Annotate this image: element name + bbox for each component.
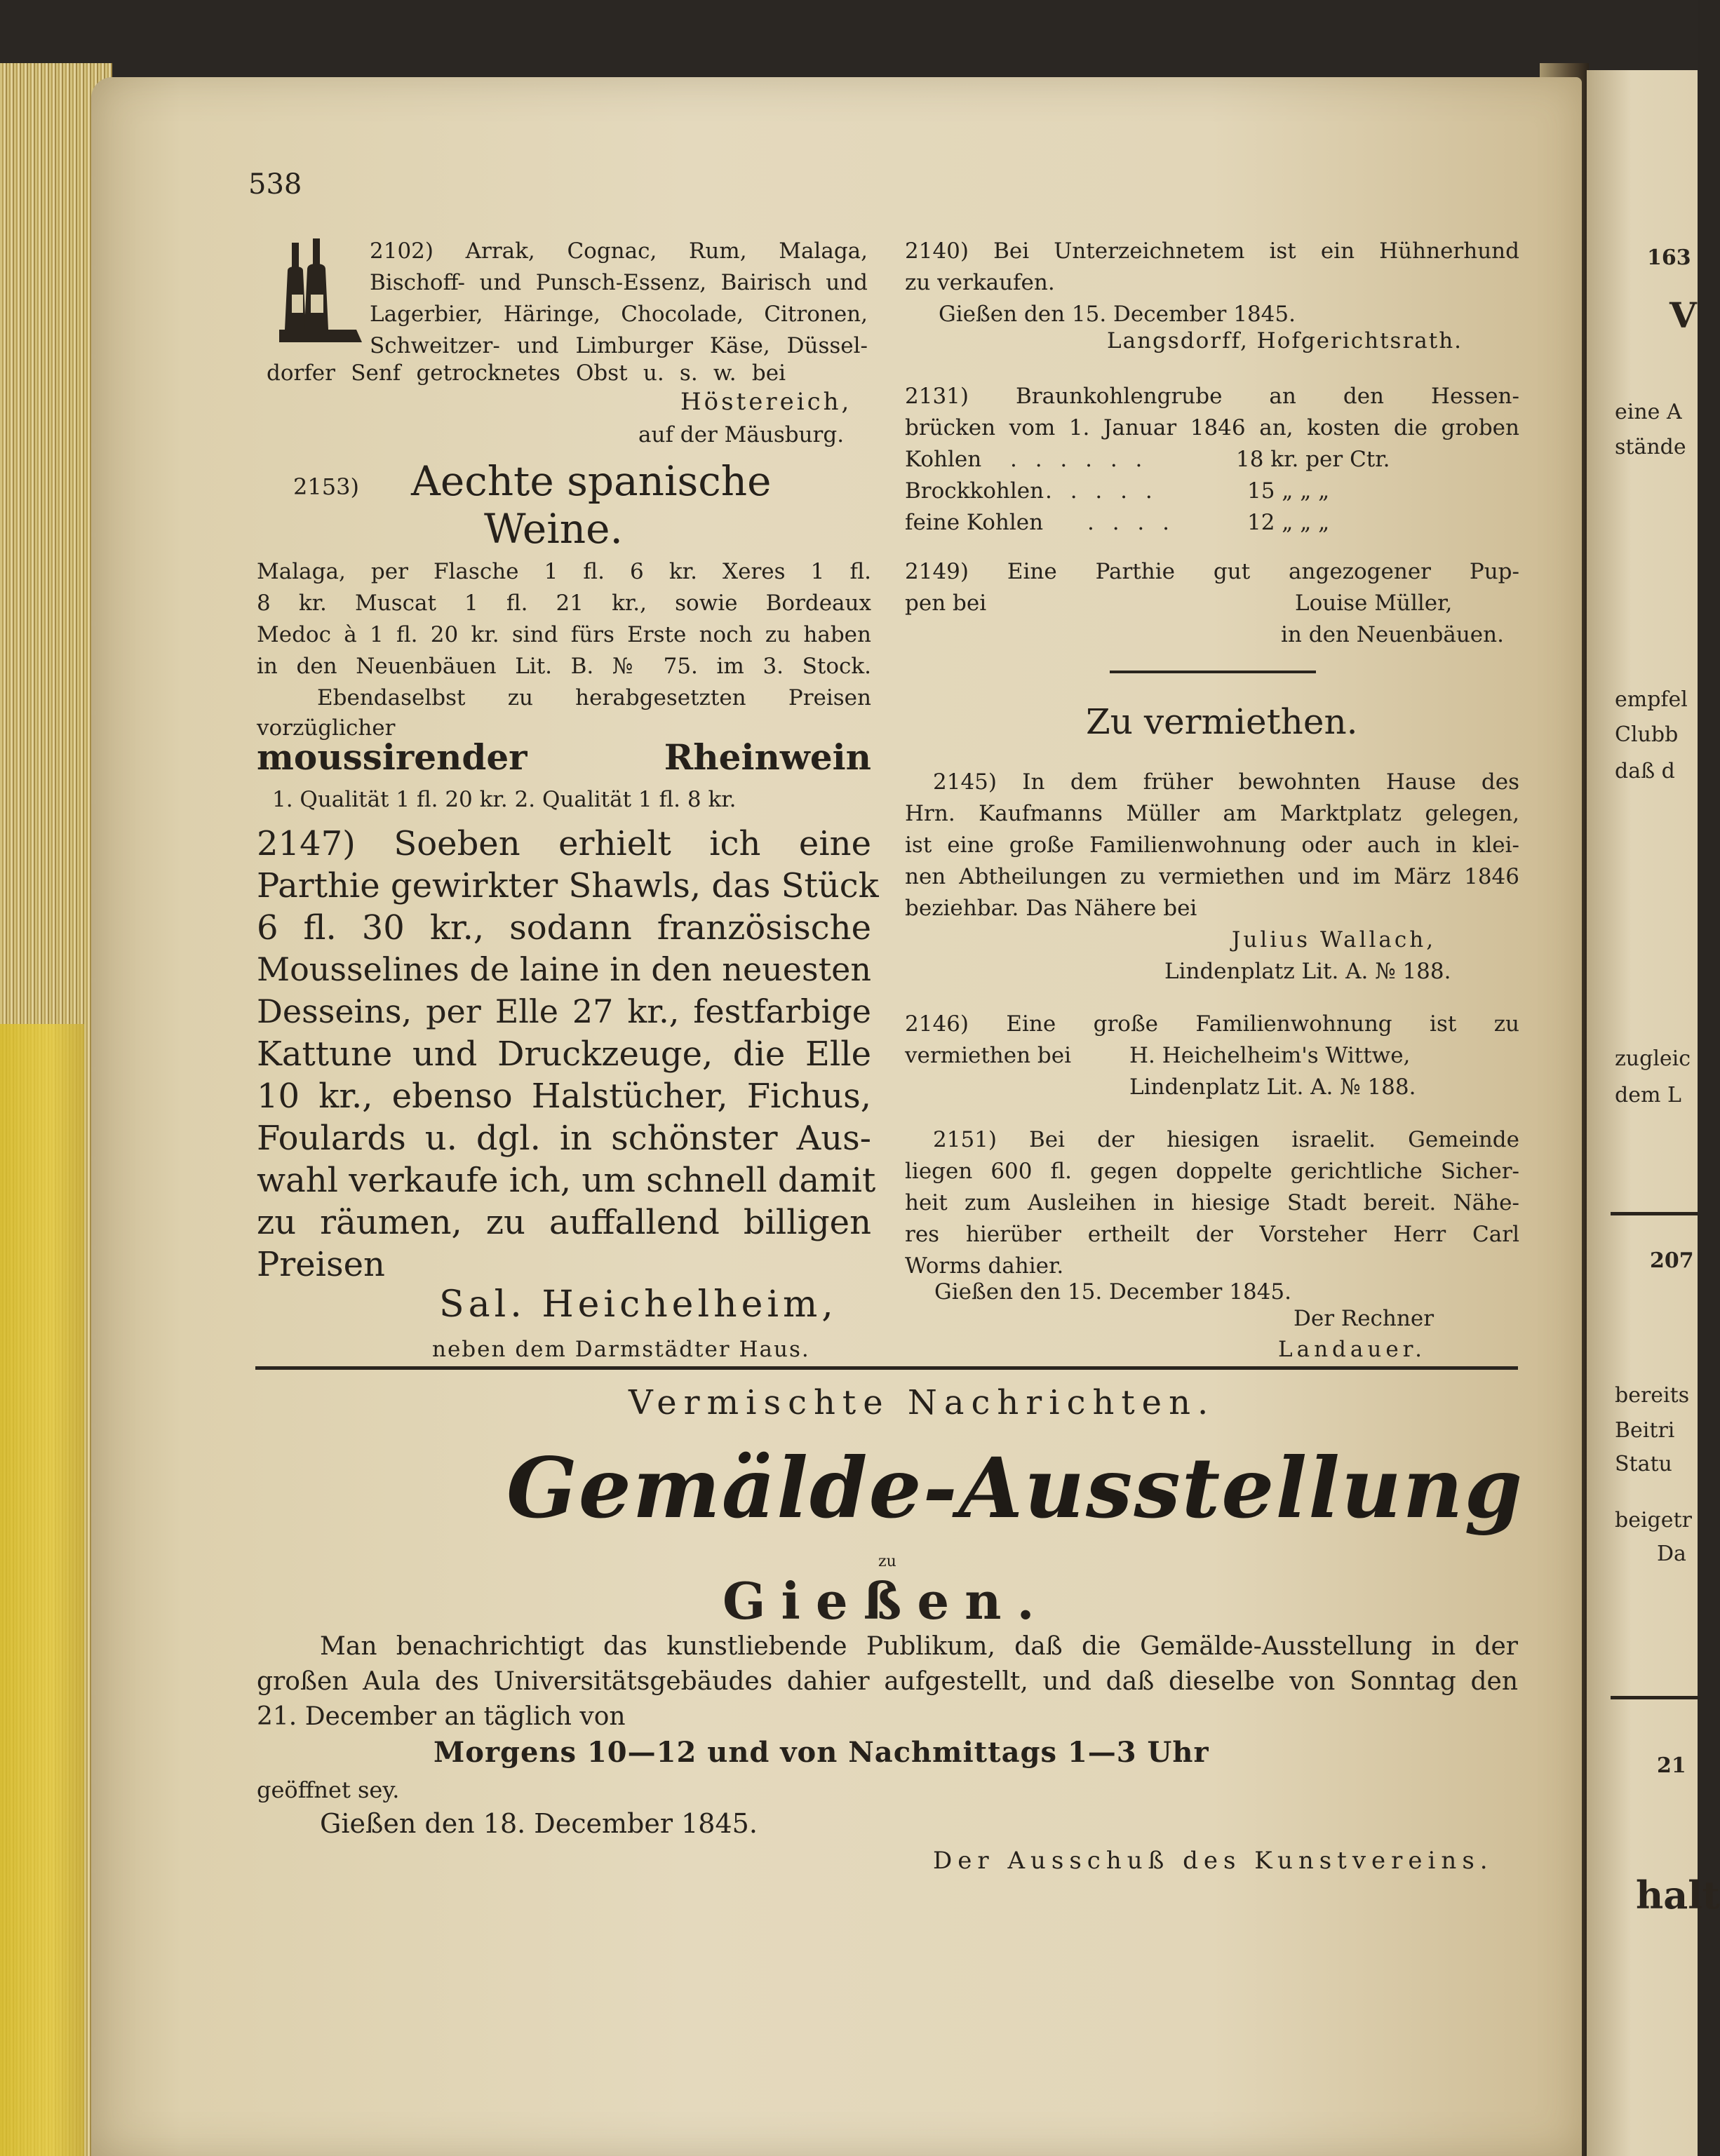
ad-2140-signature: Langsdorff, Hofgerichtsrath. bbox=[1107, 328, 1463, 353]
fragment: halt bbox=[1636, 1873, 1720, 1918]
price-row-price: 15 „ „ „ bbox=[1247, 478, 1330, 504]
ad-2147-address: neben dem Darmstädter Haus. bbox=[432, 1337, 810, 1362]
ad-2147-line: 10 kr., ebenso Halstücher, Fichus, bbox=[257, 1077, 871, 1116]
ad-2149-signature: Louise Müller, bbox=[1295, 591, 1453, 616]
fragment: dem L bbox=[1615, 1083, 1681, 1107]
fragment: stände bbox=[1615, 435, 1686, 459]
ad-2145-line: nen Abtheilungen zu vermiethen und im März 1846 bbox=[905, 864, 1519, 889]
ad-2147-line: wahl verkaufe ich, um schnell damit bbox=[257, 1161, 876, 1200]
fragment: V bbox=[1669, 295, 1697, 336]
ad-2153-line: 8 kr. Muscat 1 fl. 21 kr., sowie Bordeaux bbox=[257, 591, 871, 616]
fragment: beigetr bbox=[1615, 1508, 1692, 1532]
notice-line: geöffnet sey. bbox=[257, 1777, 400, 1803]
ad-2131-line: brücken vom 1. Januar 1846 an, kosten die groben bbox=[905, 415, 1519, 440]
ad-2149-line: 2149) Eine Parthie gut angezogener Pup- bbox=[905, 559, 1519, 584]
ad-2102-line: 2102) Arrak, Cognac, Rum, Malaga, bbox=[370, 238, 868, 264]
ad-2151-line: Worms dahier. bbox=[905, 1253, 1064, 1279]
fragment: daß d bbox=[1615, 759, 1675, 783]
fragment: 163 bbox=[1647, 245, 1691, 270]
ad-2140-line: zu verkaufen. bbox=[905, 270, 1055, 295]
ad-2146-address: Lindenplatz Lit. A. № 188. bbox=[1129, 1074, 1416, 1100]
ad-2147-line: Desseins, per Elle 27 kr., festfarbige bbox=[257, 992, 871, 1030]
ad-2151-line: heit zum Ausleihen in hiesige Stadt bereit. Nähe- bbox=[905, 1190, 1519, 1215]
ad-2153-big: moussirender Rheinwein bbox=[257, 736, 871, 778]
fragment: eine A bbox=[1615, 400, 1682, 424]
ad-2153-line: Malaga, per Flasche 1 fl. 6 kr. Xeres 1 fl. bbox=[257, 559, 871, 584]
ad-2151-line: liegen 600 fl. gegen doppelte gerichtliche Sicher- bbox=[905, 1159, 1519, 1184]
price-row-price: 12 „ „ „ bbox=[1247, 510, 1330, 535]
ad-2102-line: Bischoff- und Punsch-Essenz, Bairisch und bbox=[370, 270, 868, 295]
opening-hours: Morgens 10—12 und von Nachmittags 1—3 Uhr bbox=[434, 1736, 1209, 1769]
fragment: Statu bbox=[1615, 1452, 1672, 1476]
ad-2153-line: vorzüglicher bbox=[257, 715, 396, 741]
ad-2146-signature: H. Heichelheim's Wittwe, bbox=[1129, 1043, 1411, 1068]
notice-date: Gießen den 18. December 1845. bbox=[320, 1808, 758, 1839]
page-edges-yellow bbox=[0, 1024, 84, 2156]
ad-2153-line: Ebendaselbst zu herabgesetzten Preisen bbox=[317, 685, 871, 710]
price-row-name: Brockkohlen bbox=[905, 478, 1044, 504]
fragment: zugleic bbox=[1615, 1046, 1691, 1071]
ad-2153-line: Medoc à 1 fl. 20 kr. sind fürs Erste noch zu haben bbox=[257, 622, 871, 647]
section-heading: Vermischte Nachrichten. bbox=[629, 1383, 1216, 1422]
fragment: Da bbox=[1657, 1542, 1686, 1566]
page-number: 538 bbox=[248, 168, 302, 201]
ad-2131-line: 2131) Braunkohlengrube an den Hessen- bbox=[905, 384, 1519, 409]
notice-line: großen Aula des Universitätsgebäudes dahier aufgestellt, und daß dieselbe von Sonntag den bbox=[257, 1667, 1518, 1696]
section-rule bbox=[255, 1366, 1518, 1370]
fragment: bereits bbox=[1615, 1383, 1690, 1408]
ad-2151-signature: Landauer. bbox=[1278, 1337, 1426, 1362]
ad-2147-line: Kattune und Druckzeuge, die Elle bbox=[257, 1035, 871, 1074]
ad-2140-date: Gießen den 15. December 1845. bbox=[939, 302, 1296, 327]
fragment: 207 bbox=[1650, 1248, 1694, 1273]
ad-2147-line: 6 fl. 30 kr., sodann französische bbox=[257, 908, 871, 948]
ad-2151-signature: Der Rechner bbox=[1294, 1306, 1435, 1331]
ad-2147-signature: Sal. Heichelheim, bbox=[439, 1284, 838, 1326]
ad-2149-line: pen bei bbox=[905, 591, 987, 616]
ad-2102-signature: Höstereich, bbox=[680, 388, 852, 416]
ad-2149-address: in den Neuenbäuen. bbox=[1281, 622, 1504, 647]
divider bbox=[1110, 671, 1316, 673]
notice-signature: Der Ausschuß des Kunstvereins. bbox=[933, 1847, 1493, 1875]
fragment: empfel bbox=[1615, 687, 1688, 712]
fragment-rule bbox=[1611, 1696, 1698, 1699]
ad-2102-line: Schweitzer- und Limburger Käse, Düssel- bbox=[370, 333, 868, 358]
ad-2140-line: 2140) Bei Unterzeichnetem ist ein Hühnerhund bbox=[905, 238, 1519, 264]
right-page-strip bbox=[1587, 70, 1720, 2156]
ad-2145-line: beziehbar. Das Nähere bei bbox=[905, 896, 1197, 921]
ad-2147-line: Mousselines de laine in den neuesten bbox=[257, 950, 871, 988]
ad-2145-line: ist eine große Familienwohnung oder auch in klei- bbox=[905, 833, 1519, 858]
ad-2145-line: Hrn. Kaufmanns Müller am Marktplatz gelegen, bbox=[905, 801, 1519, 826]
ad-2146-line: 2146) Eine große Familienwohnung ist zu bbox=[905, 1011, 1519, 1037]
bottles-icon bbox=[279, 238, 363, 342]
ad-2145-signature: Julius Wallach, bbox=[1232, 927, 1437, 952]
ad-2153-heading: Aechte spanische bbox=[411, 457, 772, 505]
price-row-dots: . . . . bbox=[1087, 510, 1175, 535]
price-row-name: feine Kohlen bbox=[905, 510, 1044, 535]
ad-2147-line: zu räumen, zu auffallend billigen bbox=[257, 1203, 871, 1242]
ad-2147-line: Preisen bbox=[257, 1245, 385, 1284]
ad-2102-line: dorfer Senf getrocknetes Obst u. s. w. bei bbox=[267, 361, 786, 386]
price-row-name: Kohlen bbox=[905, 447, 982, 472]
price-row-price: 18 kr. per Ctr. bbox=[1236, 447, 1390, 472]
title-zu: zu bbox=[878, 1553, 896, 1570]
ad-2153-heading: Weine. bbox=[484, 505, 623, 553]
ad-2153-number: 2153) bbox=[293, 473, 359, 500]
ad-2147-line: Parthie gewirkter Shawls, das Stück bbox=[257, 866, 879, 905]
ad-2147-line: Foulards u. dgl. in schönster Aus- bbox=[257, 1119, 871, 1158]
fragment: Beitri bbox=[1615, 1418, 1675, 1443]
ad-2146-line: vermiethen bei bbox=[905, 1043, 1072, 1068]
ad-2145-address: Lindenplatz Lit. A. № 188. bbox=[1164, 959, 1451, 984]
fragment-rule bbox=[1611, 1212, 1698, 1215]
section-heading: Zu vermiethen. bbox=[1086, 701, 1358, 742]
ad-2151-date: Gießen den 15. December 1845. bbox=[934, 1279, 1291, 1305]
exhibition-city: Gießen. bbox=[723, 1571, 1050, 1631]
notice-line: Man benachrichtigt das kunstliebende Publikum, daß die Gemälde-Ausstellung in der bbox=[320, 1632, 1518, 1661]
ad-2145-line: 2145) In dem früher bewohnten Hause des bbox=[933, 769, 1519, 795]
ad-2151-line: 2151) Bei der hiesigen israelit. Gemeinde bbox=[933, 1127, 1519, 1152]
ad-2147-line: 2147) Soeben erhielt ich eine bbox=[257, 824, 871, 863]
price-row-dots: . . . . . bbox=[1045, 478, 1158, 504]
price-row-dots: . . . . . . bbox=[1010, 447, 1148, 472]
ad-2151-line: res hierüber ertheilt der Vorsteher Herr Carl bbox=[905, 1222, 1519, 1247]
notice-line: 21. December an täglich von bbox=[257, 1702, 626, 1731]
exhibition-title: Gemälde-Ausstellung bbox=[506, 1439, 1524, 1537]
fragment: 21 bbox=[1657, 1753, 1686, 1778]
ad-2102-line: Lagerbier, Häringe, Chocolade, Citronen, bbox=[370, 302, 868, 327]
ad-2102-address: auf der Mäusburg. bbox=[638, 422, 845, 447]
ad-2153-quality: 1. Qualität 1 fl. 20 kr. 2. Qualität 1 fl. 8 kr. bbox=[272, 787, 737, 812]
ad-2153-line: in den Neuenbäuen Lit. B. № 75. im 3. Stock. bbox=[257, 654, 871, 679]
fragment: Clubb bbox=[1615, 722, 1679, 747]
